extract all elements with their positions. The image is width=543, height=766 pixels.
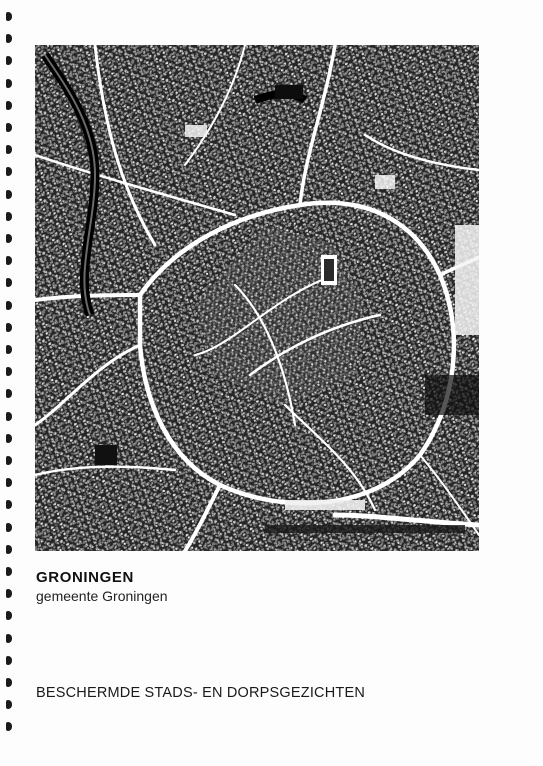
binding-hole: [6, 434, 12, 443]
binding-hole: [6, 145, 12, 154]
binding-hole: [6, 678, 12, 687]
binding-hole: [6, 167, 12, 176]
document-subtitle: gemeente Groningen: [36, 588, 168, 604]
aerial-photo: [35, 45, 479, 551]
binding-hole: [6, 34, 12, 43]
binding-hole: [6, 12, 12, 21]
binding-hole: [6, 234, 12, 243]
binding-holes: [6, 8, 16, 748]
binding-hole: [6, 700, 12, 709]
binding-hole: [6, 412, 12, 421]
binding-hole: [6, 79, 12, 88]
binding-hole: [6, 256, 12, 265]
binding-hole: [6, 634, 12, 643]
document-title: GRONINGEN: [36, 569, 134, 586]
binding-hole: [6, 567, 12, 576]
binding-hole: [6, 123, 12, 132]
binding-hole: [6, 478, 12, 487]
binding-hole: [6, 278, 12, 287]
binding-hole: [6, 722, 12, 731]
binding-hole: [6, 656, 12, 665]
binding-hole: [6, 500, 12, 509]
binding-hole: [6, 611, 12, 620]
binding-hole: [6, 589, 12, 598]
binding-hole: [6, 389, 12, 398]
aerial-photo-graphic: [35, 45, 479, 551]
binding-hole: [6, 56, 12, 65]
binding-hole: [6, 367, 12, 376]
binding-hole: [6, 523, 12, 532]
binding-hole: [6, 456, 12, 465]
binding-hole: [6, 101, 12, 110]
binding-hole: [6, 323, 12, 332]
series-title: BESCHERMDE STADS- EN DORPSGEZICHTEN: [36, 685, 365, 701]
binding-hole: [6, 301, 12, 310]
binding-hole: [6, 212, 12, 221]
binding-hole: [6, 190, 12, 199]
binding-hole: [6, 545, 12, 554]
binding-hole: [6, 345, 12, 354]
